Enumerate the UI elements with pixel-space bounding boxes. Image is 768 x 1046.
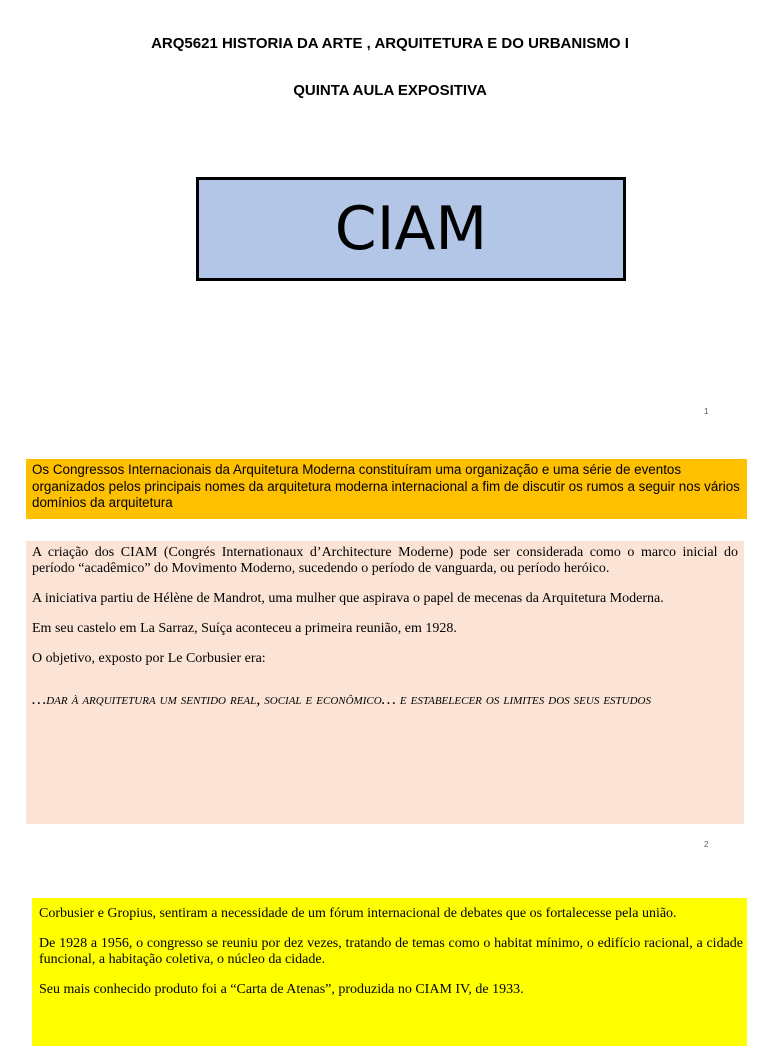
page-number-1: 1 <box>704 407 709 416</box>
paragraph-meetings: De 1928 a 1956, o congresso se reuniu por dez vezes, tratando de temas como o habitat mínimo, o edifício racional, a cidade funcional, a habitação coletiva, o núcleo da cidade. <box>39 936 743 967</box>
page-number-2: 2 <box>704 840 709 849</box>
paragraph-initiative: A iniciativa partiu de Hélène de Mandrot, uma mulher que aspirava o papel de mecenas da Arquitetura Moderna. <box>32 591 664 606</box>
paragraph-athens-charter: Seu mais conhecido produto foi a “Carta de Atenas”, produzida no CIAM IV, de 1933. <box>39 982 524 997</box>
congress-definition-box: Os Congressos Internacionais da Arquitetura Moderna constituíram uma organização e uma série de eventos organizados pelos principais nomes da arquitetura moderna internacional a fim de discutir os rumos a seguir nos vários domínios da arquitetura <box>26 459 747 519</box>
ciam-history-box <box>26 541 744 824</box>
paragraph-objective: O objetivo, exposto por Le Corbusier era: <box>32 651 266 666</box>
course-title: ARQ5621 HISTORIA DA ARTE , ARQUITETURA E DO URBANISMO I <box>151 35 629 52</box>
le-corbusier-quote: …dar à arquitetura um sentido real, social e econômico… e estabelecer os limites dos seus estudos <box>32 691 651 708</box>
lecture-title: QUINTA AULA EXPOSITIVA <box>293 82 487 99</box>
paragraph-creation: A criação dos CIAM (Congrés Internationaux d’Architecture Moderne) pode ser considerada como o marco inicial do período “acadêmico” do Movimento Moderno, sucedendo o período de vanguarda, ou período heróico. <box>32 545 738 576</box>
paragraph-first-meeting: Em seu castelo em La Sarraz, Suíça aconteceu a primeira reunião, em 1928. <box>32 621 457 636</box>
paragraph-forum: Corbusier e Gropius, sentiram a necessidade de um fórum internacional de debates que os fortalecesse pela união. <box>39 906 677 921</box>
ciam-title-box: CIAM <box>196 177 626 281</box>
